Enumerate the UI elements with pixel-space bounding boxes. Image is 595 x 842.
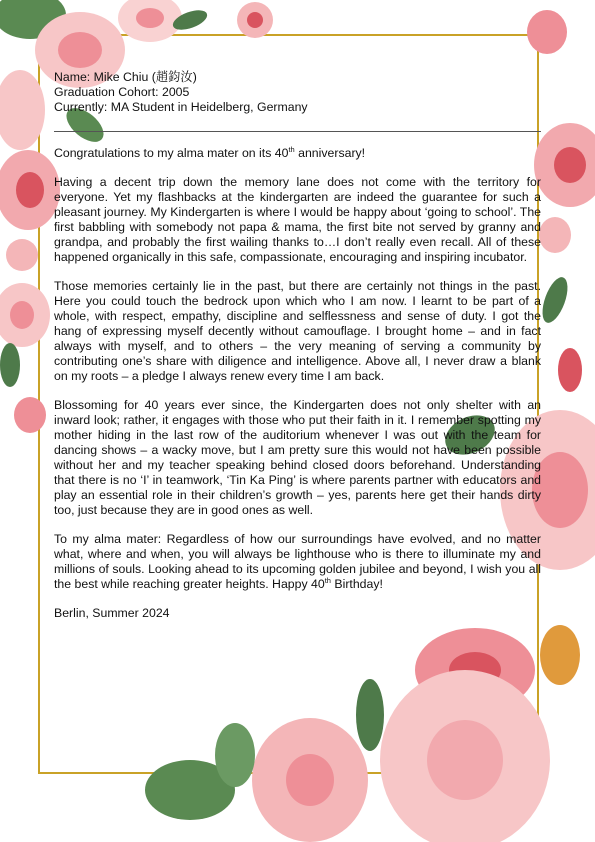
leaf-icon [356,679,384,751]
butterfly-icon [540,625,580,685]
greeting [54,146,541,161]
rose-bud-icon [539,217,571,253]
letter-body [54,70,541,635]
greeting-text-end: anniversary! [294,146,366,160]
leaf-icon [537,274,572,326]
leaf-icon [0,343,20,387]
rose-icon [0,70,45,150]
paragraph-4-text-end: Birthday! [330,577,383,591]
rose-bud-icon [6,239,38,271]
signoff: Berlin, Summer 2024 [54,606,170,620]
ordinal-suffix: th [288,144,295,154]
divider [54,131,541,132]
paragraph-4-text: To my alma mater: Regardless of how our surroundings have evolved, and no matter what, where and when, you will always be lighthouse who is there to illuminate my and millions of souls. Looking ahead to its upcoming golden jubilee and beyond, I wish you all the best while reaching greater heights. Happy 40 [54,532,541,591]
rose-bud-icon [14,397,46,433]
current-status: Currently: MA Student in Heidelberg, Germany [54,100,308,114]
rose-bud-icon [527,10,567,54]
rose-bud-icon [558,348,582,392]
graduation-cohort: Graduation Cohort: 2005 [54,85,190,99]
greeting-text: Congratulations to my alma mater on its 40 [54,146,289,160]
leaf-icon [215,723,255,787]
paragraph-4 [54,532,541,592]
ordinal-suffix: th [324,575,331,585]
paragraph-2: Those memories certainly lie in the past, but there are certainly not things in the past. Here you could touch the bedrock upon which who I am now. I learnt to be part of a whole, with respect, empathy, discipline and selflessness and sense of duty. I got the hang of expressing myself decently without camouflage. I brought home – and in fact always with myself, and to others – the very meaning of serving a community by contributing one’s share with diligence and intelligence. Above all, I never draw a blank on my roots – a pledge I always renew every time I am back. [54,279,541,383]
author-name: Name: Mike Chiu (趙鈞汝) [54,70,197,84]
floral-decoration-left [0,150,60,450]
paragraph-3: Blossoming for 40 years ever since, the Kindergarten does not only shelter with an inward look; rather, it engages with those who put their faith in it. I remember spotting my mother hiding in the last row of the auditorium whenever I was out with the team for dancing shows – a wacky move, but I am pretty sure this would not have been possible without her and my teacher speaking behind closed doors beforehand. Understanding that there is no ‘I’ in teamwork, ‘Tin Ka Ping’ is where parents partner with educators and play an essential role in their children’s growth – yes, parents here get their hands dirty too, just because they are in good ones as well. [54,398,541,517]
paragraph-1: Having a decent trip down the memory lane does not come with the territory for everyone. Yet my flashbacks at the kindergarten are indeed the guarantee for such a pleasant journey. My Kindergarten is where I would be happy about ‘going to school’. The first babbling with somebody not papa & mama, the first bite not served by granny and grandpa, and probably the first wailing thanks to…I don’t really even recall. All of these happened organically in this safe, compassionate, encouraging and inspiring incubator. [54,175,541,264]
author-header [54,70,541,115]
